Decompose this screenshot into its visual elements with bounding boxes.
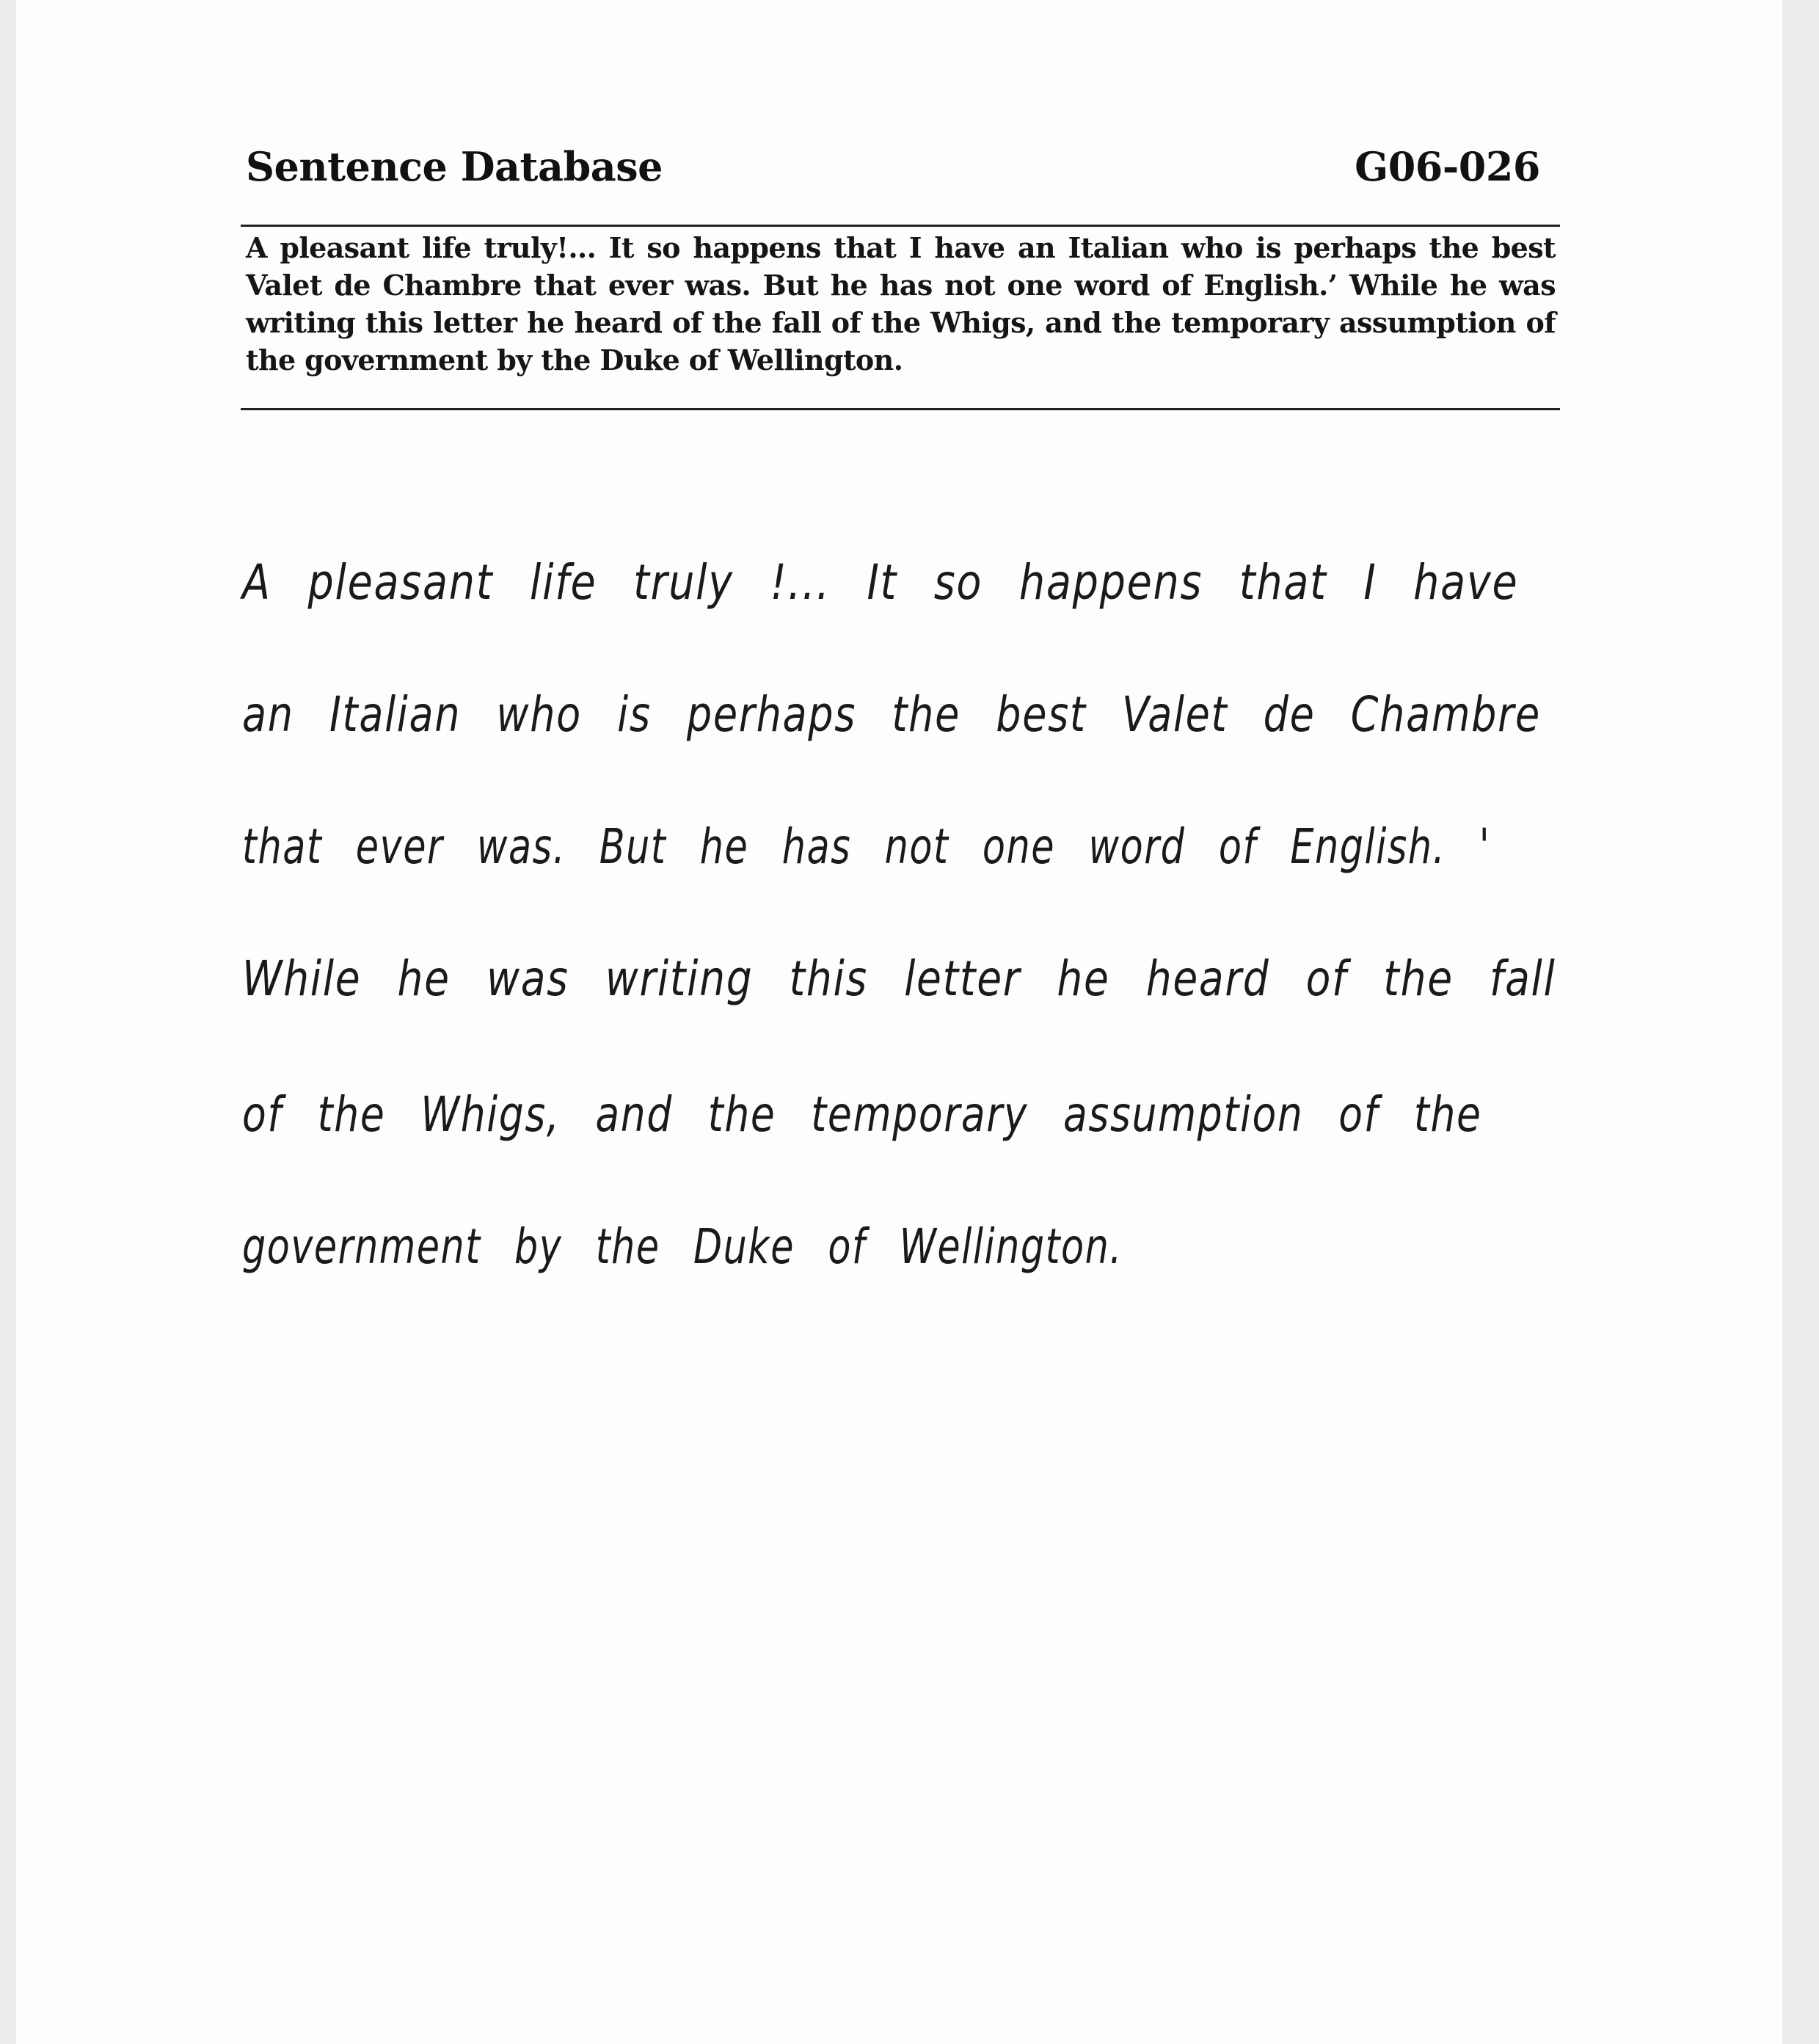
handwritten-line-1: A pleasant life truly !... It so happens that I have [242,554,1519,611]
handwritten-line-6: government by the Duke of Wellington. [242,1218,1123,1275]
handwritten-line-3: that ever was. But he has not one word of English. ' [242,818,1491,875]
handwritten-line-5: of the Whigs, and the temporary assumption of the [242,1086,1482,1143]
handwritten-line-2: an Italian who is perhaps the best Valet de Chambre [242,686,1541,743]
handwritten-line-4: While he was writing this letter he heard of the fall [242,950,1556,1007]
form-id: G06-026 [1355,143,1540,190]
header-title: Sentence Database [246,143,663,190]
printed-text: A pleasant life truly!... It so happens that I have an Italian who is perhaps the best Valet de Chambre that ever was. But he has not one word of English.’ While he was writing this letter he heard of the fall of the Whigs, and the temporary assumption of the government by the Duke of Wellington. [246,231,1556,377]
